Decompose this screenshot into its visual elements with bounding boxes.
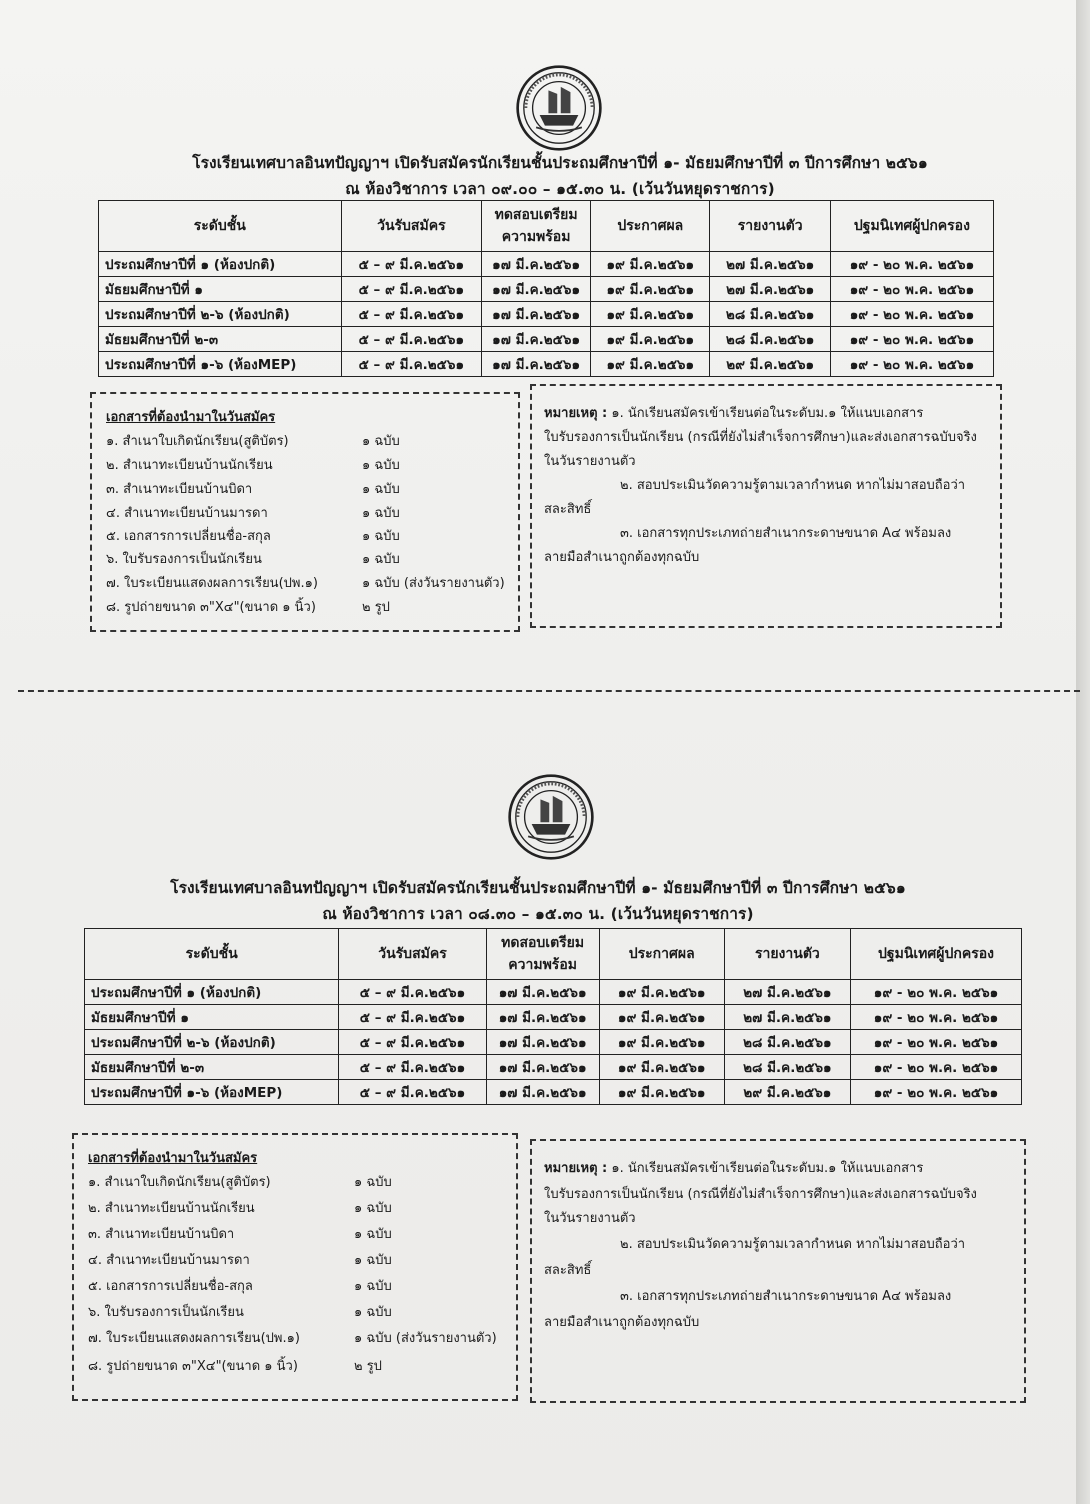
school-seal-icon: [507, 773, 595, 861]
document-qty: ๑ ฉบับ (ส่งวันรายงานตัว): [362, 576, 505, 591]
announcement-title: โรงเรียนเทศบาลอินทปัญญาฯ เปิดรับสมัครนักเรียนชั้นประถมศึกษาปีที่ ๑- มัธยมศึกษาปีที่ ๓ ปีการศึกษา ๒๕๖๑: [170, 879, 906, 897]
table-cell: ๒๘ มี.ค.๒๕๖๑: [724, 1055, 850, 1080]
note-3-line-2: ลายมือสำเนาถูกต้องทุกฉบับ: [544, 550, 700, 565]
header-level: ระดับชั้น: [99, 201, 342, 252]
note-3-line-1: ๓. เอกสารทุกประเภทถ่ายสำเนากระดาษขนาด A๔ พร้อมลง: [620, 1289, 952, 1304]
header-report: รายงานตัว: [710, 201, 830, 252]
note-1-line-1: [544, 1157, 923, 1178]
document-qty: ๑ ฉบับ: [362, 458, 400, 473]
table-cell: ๑๙ - ๒๐ พ.ค. ๒๕๖๑: [850, 1080, 1021, 1105]
document-name: ๑. สำเนาใบเกิดนักเรียน(สูติบัตร): [106, 434, 289, 449]
header-apply-date: วันรับสมัคร: [341, 201, 481, 252]
table-cell: ๑๙ มี.ค.๒๕๖๑: [599, 1055, 724, 1080]
table-cell: ๕ – ๙ มี.ค.๒๕๖๑: [339, 1030, 486, 1055]
table-cell: มัธยมศึกษาปีที่ ๒-๓: [99, 327, 342, 352]
document-name: ๔. สำเนาทะเบียนบ้านมารดา: [88, 1253, 250, 1268]
table-cell: ๑๙ มี.ค.๒๕๖๑: [599, 1005, 724, 1030]
note-2-line-1: ๒. สอบประเมินวัดความรู้ตามเวลากำหนด หากไม่มาสอบถือว่า: [620, 478, 966, 493]
table-row: [85, 980, 1022, 1005]
header-apply-date: วันรับสมัคร: [339, 929, 486, 980]
note-1-line-2: ใบรับรองการเป็นนักเรียน (กรณีที่ยังไม่สำเร็จการศึกษา)และส่งเอกสารฉบับจริง: [544, 1187, 977, 1202]
table-header-row: [85, 929, 1022, 980]
document-qty: ๑ ฉบับ: [354, 1279, 392, 1294]
header-orientation: ปฐมนิเทศผู้ปกครอง: [830, 201, 993, 252]
table-cell: ๑๙ - ๒๐ พ.ค. ๒๕๖๑: [830, 302, 993, 327]
note-2-line-2: สละสิทธิ์: [544, 1263, 592, 1278]
table-cell: ๒๘ มี.ค.๒๕๖๑: [710, 302, 830, 327]
table-cell: ๑๙ - ๒๐ พ.ค. ๒๕๖๑: [830, 352, 993, 377]
header-orientation: ปฐมนิเทศผู้ปกครอง: [850, 929, 1021, 980]
table-cell: มัธยมศึกษาปีที่ ๑: [85, 1005, 339, 1030]
table-cell: ๒๘ มี.ค.๒๕๖๑: [710, 327, 830, 352]
table-cell: ๒๗ มี.ค.๒๕๖๑: [724, 980, 850, 1005]
document-name: ๓. สำเนาทะเบียนบ้านบิดา: [106, 482, 253, 497]
document-qty: ๑ ฉบับ: [354, 1227, 392, 1242]
table-cell: มัธยมศึกษาปีที่ ๒-๓: [85, 1055, 339, 1080]
header-level: ระดับชั้น: [85, 929, 339, 980]
notes-label: หมายเหตุ :: [544, 406, 608, 421]
table-cell: ๑๗ มี.ค.๒๕๖๑: [482, 252, 591, 277]
table-cell: ประถมศึกษาปีที่ ๑-๖ (ห้องMEP): [85, 1080, 339, 1105]
table-cell: ๒๗ มี.ค.๒๕๖๑: [710, 277, 830, 302]
table-cell: มัธยมศึกษาปีที่ ๑: [99, 277, 342, 302]
table-cell: ๒๘ มี.ค.๒๕๖๑: [724, 1030, 850, 1055]
document-qty: ๑ ฉบับ: [362, 529, 400, 544]
table-cell: ๕ – ๙ มี.ค.๒๕๖๑: [341, 327, 481, 352]
table-cell: ๒๗ มี.ค.๒๕๖๑: [710, 252, 830, 277]
documents-heading: เอกสารที่ต้องนำมาในวันสมัคร: [106, 410, 276, 425]
table-cell: ๑๙ มี.ค.๒๕๖๑: [599, 1080, 724, 1105]
announcement-title: โรงเรียนเทศบาลอินทปัญญาฯ เปิดรับสมัครนักเรียนชั้นประถมศึกษาปีที่ ๑- มัธยมศึกษาปีที่ ๓ ปีการศึกษา ๒๕๖๑: [192, 154, 928, 172]
table-cell: ๕ – ๙ มี.ค.๒๕๖๑: [339, 980, 486, 1005]
table-row: [99, 302, 994, 327]
announcement-subtitle: ณ ห้องวิชาการ เวลา ๐๙.๐๐ – ๑๕.๓๐ น. (เว้นวันหยุดราชการ): [345, 180, 775, 198]
table-cell: ๑๙ - ๒๐ พ.ค. ๒๕๖๑: [850, 980, 1021, 1005]
table-cell: ๑๙ มี.ค.๒๕๖๑: [599, 1030, 724, 1055]
documents-box: [90, 392, 520, 632]
note-1-line-2: ใบรับรองการเป็นนักเรียน (กรณีที่ยังไม่สำเร็จการศึกษา)และส่งเอกสารฉบับจริง: [544, 430, 977, 445]
table-cell: ๕ – ๙ มี.ค.๒๕๖๑: [339, 1055, 486, 1080]
table-row: [99, 252, 994, 277]
school-seal-icon: [515, 64, 603, 152]
header-readiness-test: ทดสอบเตรียม ความพร้อม: [482, 201, 591, 252]
document-qty: ๒ รูป: [362, 600, 390, 615]
document-name: ๔. สำเนาทะเบียนบ้านมารดา: [106, 506, 268, 521]
document-name: ๖. ใบรับรองการเป็นนักเรียน: [106, 552, 262, 567]
note-text: ๑. นักเรียนสมัครเข้าเรียนต่อในระดับม.๑ ให้แนบเอกสาร: [611, 1161, 924, 1176]
table-cell: ๕ – ๙ มี.ค.๒๕๖๑: [341, 352, 481, 377]
document-qty: ๒ รูป: [354, 1359, 382, 1374]
schedule-table: [98, 200, 994, 377]
note-2-line-1: ๒. สอบประเมินวัดความรู้ตามเวลากำหนด หากไม่มาสอบถือว่า: [620, 1237, 966, 1252]
table-cell: ๕ – ๙ มี.ค.๒๕๖๑: [341, 252, 481, 277]
table-cell: ๑๗ มี.ค.๒๕๖๑: [486, 1005, 599, 1030]
document-name: ๒. สำเนาทะเบียนบ้านนักเรียน: [88, 1201, 255, 1216]
table-cell: ๑๙ - ๒๐ พ.ค. ๒๕๖๑: [850, 1005, 1021, 1030]
table-cell: ๒๙ มี.ค.๒๕๖๑: [710, 352, 830, 377]
header-readiness-test: ทดสอบเตรียม ความพร้อม: [486, 929, 599, 980]
documents-box: [72, 1133, 518, 1401]
table-cell: ๑๙ มี.ค.๒๕๖๑: [591, 352, 710, 377]
document-name: ๑. สำเนาใบเกิดนักเรียน(สูติบัตร): [88, 1175, 271, 1190]
table-cell: ๕ – ๙ มี.ค.๒๕๖๑: [341, 277, 481, 302]
table-cell: ๑๙ มี.ค.๒๕๖๑: [591, 277, 710, 302]
table-cell: ๑๙ - ๒๐ พ.ค. ๒๕๖๑: [830, 252, 993, 277]
table-cell: ๕ – ๙ มี.ค.๒๕๖๑: [339, 1005, 486, 1030]
table-row: [99, 352, 994, 377]
page-edge: [1076, 0, 1090, 1504]
document-name: ๖. ใบรับรองการเป็นนักเรียน: [88, 1305, 244, 1320]
note-1-line-1: [544, 402, 923, 423]
document-qty: ๑ ฉบับ (ส่งวันรายงานตัว): [354, 1331, 497, 1346]
table-header-row: [99, 201, 994, 252]
table-cell: ๑๗ มี.ค.๒๕๖๑: [486, 1080, 599, 1105]
table-cell: ประถมศึกษาปีที่ ๑ (ห้องปกติ): [99, 252, 342, 277]
table-cell: ๒๗ มี.ค.๒๕๖๑: [724, 1005, 850, 1030]
table-cell: ประถมศึกษาปีที่ ๑-๖ (ห้องMEP): [99, 352, 342, 377]
table-cell: ๑๙ มี.ค.๒๕๖๑: [591, 327, 710, 352]
document-qty: ๑ ฉบับ: [362, 482, 400, 497]
note-3-line-1: ๓. เอกสารทุกประเภทถ่ายสำเนากระดาษขนาด A๔ พร้อมลง: [620, 526, 952, 541]
table-cell: ประถมศึกษาปีที่ ๒-๖ (ห้องปกติ): [85, 1030, 339, 1055]
document-qty: ๑ ฉบับ: [354, 1253, 392, 1268]
note-2-line-2: สละสิทธิ์: [544, 502, 592, 517]
table-cell: ๑๙ - ๒๐ พ.ค. ๒๕๖๑: [850, 1055, 1021, 1080]
table-cell: ๒๙ มี.ค.๒๕๖๑: [724, 1080, 850, 1105]
notes-box: [530, 1139, 1026, 1403]
header-results: ประกาศผล: [591, 201, 710, 252]
table-row: [99, 277, 994, 302]
table-cell: ๕ – ๙ มี.ค.๒๕๖๑: [341, 302, 481, 327]
table-cell: ประถมศึกษาปีที่ ๒-๖ (ห้องปกติ): [99, 302, 342, 327]
announcement-subtitle: ณ ห้องวิชาการ เวลา ๐๘.๓๐ – ๑๕.๓๐ น. (เว้นวันหยุดราชการ): [322, 905, 754, 923]
document-name: ๓. สำเนาทะเบียนบ้านบิดา: [88, 1227, 235, 1242]
notes-label: หมายเหตุ :: [544, 1161, 608, 1176]
header-report: รายงานตัว: [724, 929, 850, 980]
table-cell: ๕ – ๙ มี.ค.๒๕๖๑: [339, 1080, 486, 1105]
table-cell: ๑๙ มี.ค.๒๕๖๑: [599, 980, 724, 1005]
document-name: ๗. ใบระเบียนแสดงผลการเรียน(ปพ.๑): [106, 576, 318, 591]
document-qty: ๑ ฉบับ: [362, 434, 400, 449]
note-1-line-3: ในวันรายงานตัว: [544, 454, 636, 469]
document-name: ๗. ใบระเบียนแสดงผลการเรียน(ปพ.๑): [88, 1331, 300, 1346]
document-qty: ๑ ฉบับ: [354, 1175, 392, 1190]
table-row: [85, 1005, 1022, 1030]
document-name: ๘. รูปถ่ายขนาด ๓"X๔"(ขนาด ๑ นิ้ว): [88, 1359, 298, 1374]
document-name: ๒. สำเนาทะเบียนบ้านนักเรียน: [106, 458, 273, 473]
table-cell: ๑๙ มี.ค.๒๕๖๑: [591, 252, 710, 277]
document-qty: ๑ ฉบับ: [354, 1305, 392, 1320]
document-qty: ๑ ฉบับ: [354, 1201, 392, 1216]
table-cell: ๑๗ มี.ค.๒๕๖๑: [482, 352, 591, 377]
table-cell: ๑๙ - ๒๐ พ.ค. ๒๕๖๑: [830, 277, 993, 302]
table-cell: ๑๗ มี.ค.๒๕๖๑: [486, 980, 599, 1005]
note-1-line-3: ในวันรายงานตัว: [544, 1211, 636, 1226]
table-cell: ๑๗ มี.ค.๒๕๖๑: [486, 1055, 599, 1080]
document-name: ๕. เอกสารการเปลี่ยนชื่อ-สกุล: [88, 1279, 253, 1294]
document-qty: ๑ ฉบับ: [362, 552, 400, 567]
note-text: ๑. นักเรียนสมัครเข้าเรียนต่อในระดับม.๑ ให้แนบเอกสาร: [611, 406, 924, 421]
table-row: [85, 1030, 1022, 1055]
documents-heading: เอกสารที่ต้องนำมาในวันสมัคร: [88, 1151, 258, 1166]
cut-line-divider: [18, 690, 1080, 692]
header-results: ประกาศผล: [599, 929, 724, 980]
document-name: ๘. รูปถ่ายขนาด ๓"X๔"(ขนาด ๑ นิ้ว): [106, 600, 316, 615]
table-cell: ๑๗ มี.ค.๒๕๖๑: [486, 1030, 599, 1055]
table-cell: ๑๙ - ๒๐ พ.ค. ๒๕๖๑: [850, 1030, 1021, 1055]
document-qty: ๑ ฉบับ: [362, 506, 400, 521]
table-cell: ๑๗ มี.ค.๒๕๖๑: [482, 327, 591, 352]
document-name: ๕. เอกสารการเปลี่ยนชื่อ-สกุล: [106, 529, 271, 544]
table-cell: ๑๙ - ๒๐ พ.ค. ๒๕๖๑: [830, 327, 993, 352]
notes-box: [530, 384, 1002, 628]
table-cell: ๑๗ มี.ค.๒๕๖๑: [482, 277, 591, 302]
table-cell: ๑๙ มี.ค.๒๕๖๑: [591, 302, 710, 327]
table-row: [85, 1055, 1022, 1080]
table-cell: ประถมศึกษาปีที่ ๑ (ห้องปกติ): [85, 980, 339, 1005]
table-row: [99, 327, 994, 352]
note-3-line-2: ลายมือสำเนาถูกต้องทุกฉบับ: [544, 1315, 700, 1330]
table-cell: ๑๗ มี.ค.๒๕๖๑: [482, 302, 591, 327]
table-row: [85, 1080, 1022, 1105]
schedule-table: [84, 928, 1022, 1105]
